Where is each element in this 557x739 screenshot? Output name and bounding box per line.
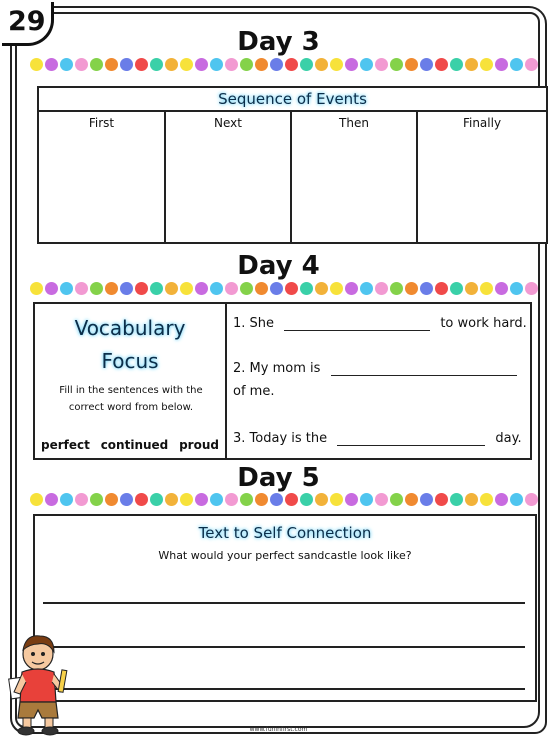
decorative-dot	[435, 493, 448, 506]
decorative-dot	[165, 282, 178, 295]
decorative-dot	[315, 282, 328, 295]
sentence-1-blank[interactable]	[284, 319, 430, 331]
writing-line[interactable]	[43, 688, 525, 690]
decorative-dot	[360, 58, 373, 71]
decorative-dot	[495, 58, 508, 71]
decorative-dot	[495, 493, 508, 506]
sequence-column-label: First	[88, 116, 115, 130]
decorative-dot	[360, 493, 373, 506]
decorative-dot	[480, 493, 493, 506]
decorative-dot	[360, 282, 373, 295]
decorative-dot	[405, 282, 418, 295]
decorative-dot	[75, 493, 88, 506]
vocabulary-title-line2: Focus	[101, 349, 159, 373]
sentence-1-after: to work hard.	[440, 316, 527, 331]
vocabulary-panel	[35, 304, 227, 458]
sequence-column-label: Next	[214, 116, 242, 130]
decorative-dot	[210, 58, 223, 71]
decorative-dot	[195, 282, 208, 295]
decorative-dot	[465, 493, 478, 506]
decorative-dot	[330, 493, 343, 506]
page-number: 29	[8, 6, 46, 37]
word-bank	[41, 438, 219, 452]
decorative-dot	[315, 493, 328, 506]
day3-heading: Day 3	[237, 27, 320, 57]
decorative-dot	[180, 282, 193, 295]
sentence-3-before: 3. Today is the	[233, 431, 328, 446]
decorative-dot	[150, 58, 163, 71]
decorative-dot	[435, 58, 448, 71]
decorative-dot	[75, 282, 88, 295]
decorative-dot	[285, 58, 298, 71]
decorative-dot	[75, 58, 88, 71]
decorative-dot	[285, 493, 298, 506]
decorative-dot	[240, 58, 253, 71]
decorative-dot	[420, 493, 433, 506]
decorative-dot	[195, 58, 208, 71]
decorative-dot	[30, 493, 43, 506]
sequence-column-then[interactable]	[292, 112, 418, 242]
decorative-dot	[420, 282, 433, 295]
sentence-2	[233, 361, 517, 376]
decorative-dot	[135, 282, 148, 295]
decorative-dot	[390, 282, 403, 295]
sentence-2-after: of me.	[233, 384, 275, 399]
decorative-dot	[300, 282, 313, 295]
decorative-dot	[270, 493, 283, 506]
boy-with-pencil-icon	[8, 632, 74, 736]
dots-divider	[30, 282, 550, 296]
sentence-2-before: 2. My mom is	[233, 361, 321, 376]
decorative-dot	[150, 493, 163, 506]
decorative-dot	[405, 58, 418, 71]
decorative-dot	[465, 282, 478, 295]
sentence-3	[233, 431, 522, 446]
decorative-dot	[405, 493, 418, 506]
decorative-dot	[150, 282, 163, 295]
sequence-of-events-box	[37, 86, 548, 244]
decorative-dot	[315, 58, 328, 71]
decorative-dot	[390, 58, 403, 71]
vocabulary-title-line1: Vocabulary	[74, 316, 186, 340]
decorative-dot	[345, 493, 358, 506]
decorative-dot	[60, 493, 73, 506]
writing-line[interactable]	[43, 602, 525, 604]
decorative-dot	[435, 282, 448, 295]
text-to-self-prompt: What would your perfect sandcastle look like?	[158, 549, 412, 562]
sentence-2-blank[interactable]	[331, 364, 517, 376]
decorative-dot	[60, 58, 73, 71]
sentence-1-before: 1. She	[233, 316, 275, 331]
decorative-dot	[495, 282, 508, 295]
decorative-dot	[120, 58, 133, 71]
sequence-column-label: Finally	[462, 116, 502, 130]
decorative-dot	[510, 493, 523, 506]
decorative-dot	[450, 282, 463, 295]
sequence-column-next[interactable]	[166, 112, 292, 242]
decorative-dot	[270, 282, 283, 295]
decorative-dot	[510, 282, 523, 295]
decorative-dot	[480, 282, 493, 295]
vocabulary-focus-box	[33, 302, 532, 460]
decorative-dot	[420, 58, 433, 71]
decorative-dot	[390, 493, 403, 506]
sequence-column-finally[interactable]	[418, 112, 546, 242]
writing-line[interactable]	[43, 646, 525, 648]
decorative-dot	[180, 58, 193, 71]
decorative-dot	[345, 58, 358, 71]
decorative-dot	[255, 493, 268, 506]
decorative-dot	[45, 282, 58, 295]
sequence-column-label: Then	[339, 116, 369, 130]
decorative-dot	[45, 58, 58, 71]
dots-divider	[30, 493, 550, 507]
decorative-dot	[480, 58, 493, 71]
sentence-3-after: day.	[495, 431, 522, 446]
decorative-dot	[135, 493, 148, 506]
sentence-3-blank[interactable]	[337, 434, 485, 446]
sentence-2-continued	[233, 384, 274, 399]
decorative-dot	[165, 58, 178, 71]
decorative-dot	[195, 493, 208, 506]
decorative-dot	[180, 493, 193, 506]
vocabulary-instructions: Fill in the sentences with the correct word from below.	[59, 385, 203, 413]
sequence-title: Sequence of Events	[39, 88, 546, 112]
decorative-dot	[135, 58, 148, 71]
decorative-dot	[525, 282, 538, 295]
decorative-dot	[510, 58, 523, 71]
text-to-self-title: Text to Self Connection	[198, 524, 372, 542]
decorative-dot	[300, 493, 313, 506]
decorative-dot	[345, 282, 358, 295]
decorative-dot	[270, 58, 283, 71]
decorative-dot	[30, 282, 43, 295]
decorative-dot	[120, 493, 133, 506]
decorative-dot	[375, 282, 388, 295]
word-bank-item: proud	[179, 438, 219, 452]
decorative-dot	[525, 58, 538, 71]
decorative-dot	[225, 282, 238, 295]
sentence-1	[233, 316, 527, 331]
sequence-column-first[interactable]	[39, 112, 166, 242]
decorative-dot	[525, 493, 538, 506]
text-to-self-box	[33, 514, 537, 702]
decorative-dot	[90, 493, 103, 506]
decorative-dot	[450, 58, 463, 71]
dots-divider	[30, 58, 550, 72]
decorative-dot	[300, 58, 313, 71]
footer-url: www.funinfirst.com	[249, 726, 308, 733]
decorative-dot	[90, 58, 103, 71]
decorative-dot	[90, 282, 103, 295]
word-bank-item: perfect	[41, 438, 90, 452]
decorative-dot	[240, 282, 253, 295]
decorative-dot	[285, 282, 298, 295]
day5-heading: Day 5	[237, 463, 320, 493]
decorative-dot	[45, 493, 58, 506]
day4-heading: Day 4	[237, 251, 320, 281]
decorative-dot	[105, 58, 118, 71]
decorative-dot	[465, 58, 478, 71]
decorative-dot	[165, 493, 178, 506]
decorative-dot	[450, 493, 463, 506]
decorative-dot	[255, 282, 268, 295]
decorative-dot	[330, 282, 343, 295]
decorative-dot	[240, 493, 253, 506]
decorative-dot	[330, 58, 343, 71]
decorative-dot	[210, 282, 223, 295]
word-bank-item: continued	[100, 438, 169, 452]
decorative-dot	[225, 493, 238, 506]
decorative-dot	[375, 493, 388, 506]
decorative-dot	[210, 493, 223, 506]
decorative-dot	[225, 58, 238, 71]
decorative-dot	[60, 282, 73, 295]
decorative-dot	[105, 282, 118, 295]
decorative-dot	[30, 58, 43, 71]
decorative-dot	[255, 58, 268, 71]
decorative-dot	[120, 282, 133, 295]
decorative-dot	[375, 58, 388, 71]
decorative-dot	[105, 493, 118, 506]
